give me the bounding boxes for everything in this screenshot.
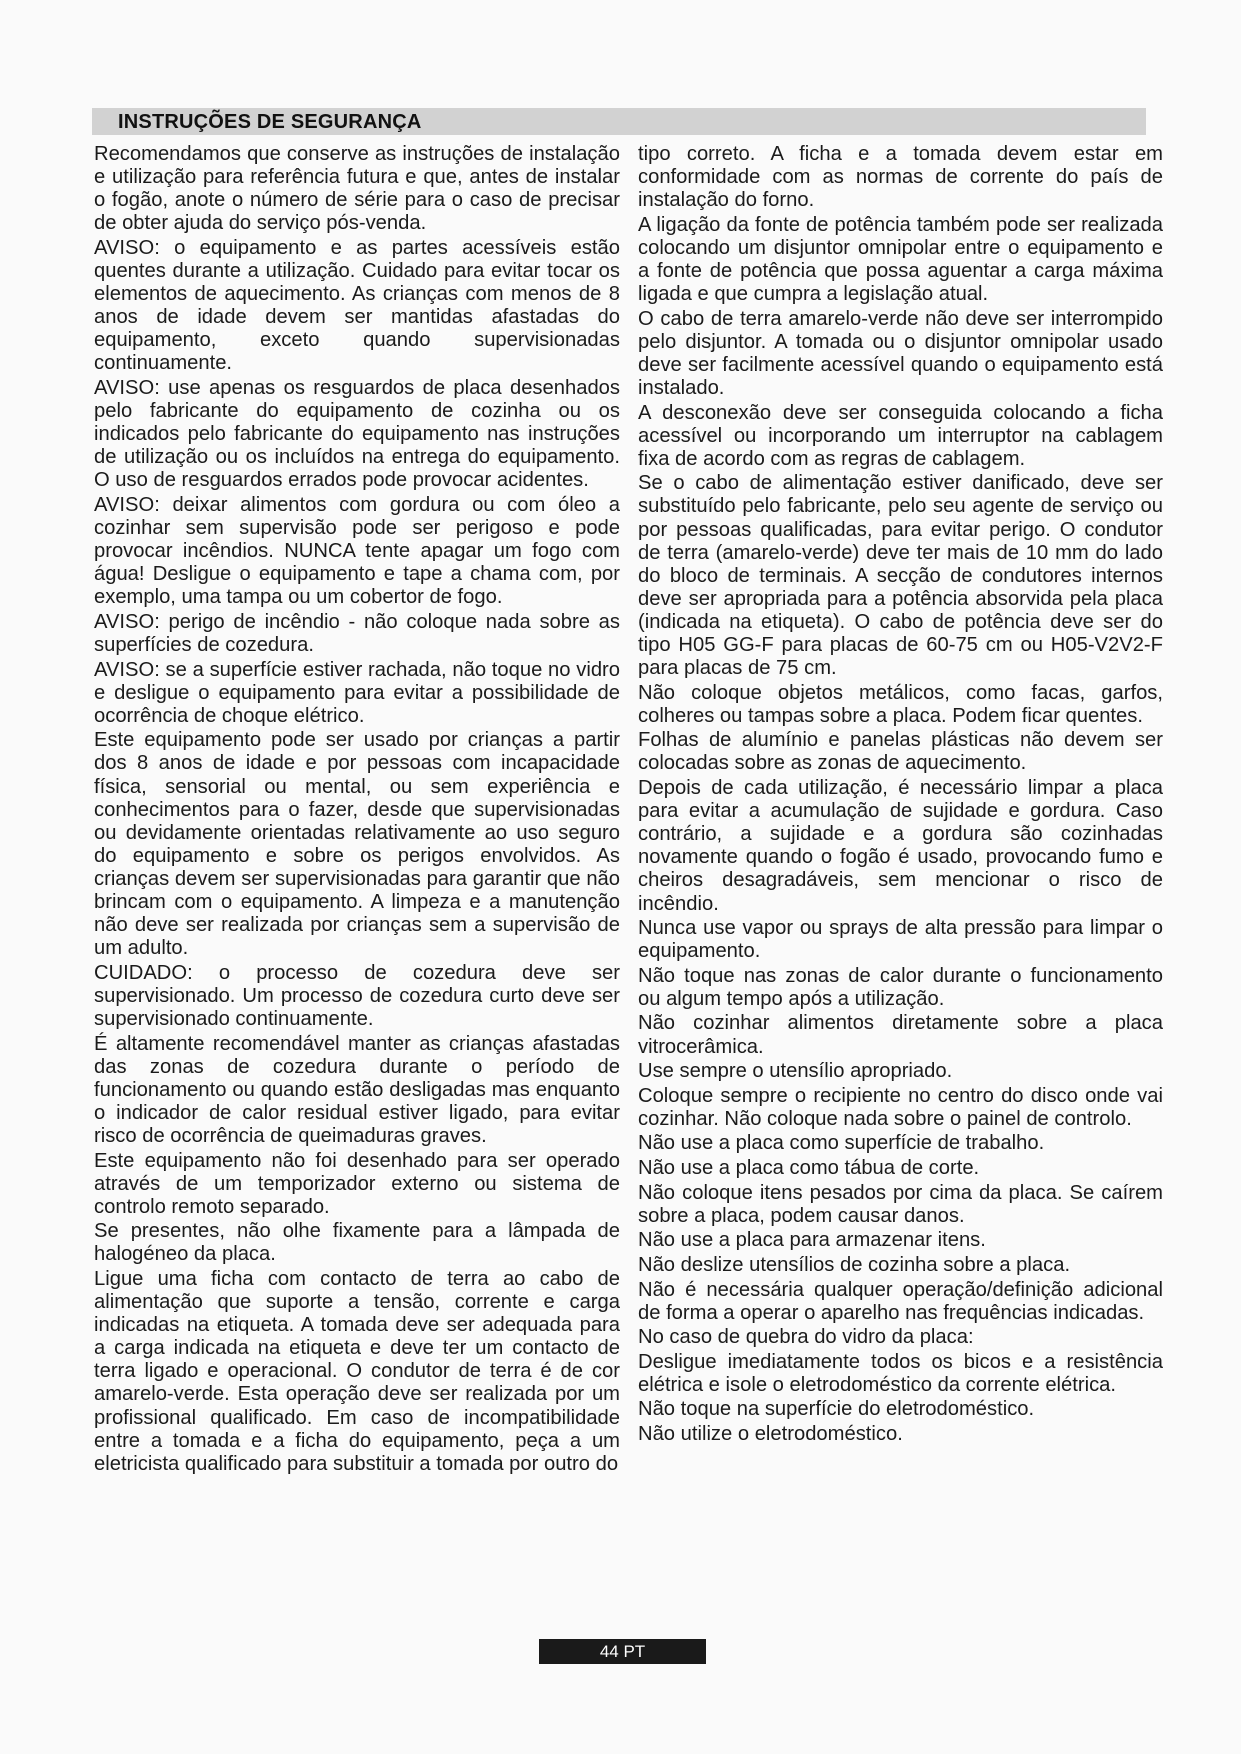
paragraph: Este equipamento pode ser usado por crianças a partir dos 8 anos de idade e por pessoas com incapacidade física, sensorial ou mental, ou sem experiência e conhecimentos para o fazer, desde que supervisionadas ou devidamente orientadas relativamente ao uso seguro do equipamento e sobre os perigos envolvidos. As crianças devem ser supervisionadas para garantir que não brincam com o equipamento. A limpeza e a manutenção não deve ser realizada por crianças sem a supervisão de um adulto. — [94, 729, 620, 960]
paragraph: Não toque na superfície do eletrodoméstico. — [638, 1398, 1035, 1421]
page-number-bar — [539, 1639, 706, 1664]
paragraph: Coloque sempre o recipiente no centro do disco onde vai cozinhar. Não coloque nada sobre o painel de controlo. — [638, 1084, 1163, 1130]
page-number: 44 PT — [599, 1642, 646, 1661]
section-header-bar — [92, 108, 1146, 135]
paragraph: Recomendamos que conserve as instruções de instalação e utilização para referência futura e que, antes de instalar o fogão, anote o número de série para o caso de precisar de obter ajuda do serviço pós-venda. — [94, 143, 620, 235]
paragraph: Se presentes, não olhe fixamente para a lâmpada de halogéneo da placa. — [94, 1220, 620, 1266]
paragraph: Este equipamento não foi desenhado para ser operado através de um temporizador externo ou sistema de controlo remoto separado. — [94, 1149, 620, 1218]
paragraph: AVISO: deixar alimentos com gordura ou com óleo a cozinhar sem supervisão pode ser perigoso e pode provocar incêndios. NUNCA tente apagar um fogo com água! Desligue o equipamento e tape a chama com, por exemplo, uma tampa ou um cobertor de fogo. — [94, 493, 620, 609]
paragraph: Não deslize utensílios de cozinha sobre a placa. — [638, 1253, 1071, 1276]
paragraph: AVISO: se a superfície estiver rachada, não toque no vidro e desligue o equipamento para evitar a possibilidade de ocorrência de choque elétrico. — [94, 658, 620, 727]
paragraph: Não utilize o eletrodoméstico. — [638, 1423, 903, 1446]
paragraph: É altamente recomendável manter as crianças afastadas das zonas de cozedura durante o período de funcionamento ou quando estão desligadas mas enquanto o indicador de calor residual estiver ligado, para evitar risco de ocorrência de queimaduras graves. — [94, 1032, 620, 1147]
paragraph: CUIDADO: o processo de cozedura deve ser supervisionado. Um processo de cozedura curto deve ser supervisionado continuamente. — [94, 961, 620, 1030]
paragraph: Desligue imediatamente todos os bicos e a resistência elétrica e isole o eletrodoméstico da corrente elétrica. — [638, 1350, 1163, 1396]
paragraph: AVISO: use apenas os resguardos de placa desenhados pelo fabricante do equipamento de cozinha ou os indicados pelo fabricante do equipamento nas instruções de utilização ou os incluídos na entrega do equipamento. O uso de resguardos errados pode provocar acidentes. — [94, 376, 620, 492]
paragraph: Não use a placa como tábua de corte. — [638, 1157, 980, 1180]
paragraph: Nunca use vapor ou sprays de alta pressão para limpar o equipamento. — [638, 917, 1163, 963]
paragraph: Não use a placa para armazenar itens. — [638, 1229, 986, 1252]
paragraph: Depois de cada utilização, é necessário limpar a placa para evitar a acumulação de sujidade e gordura. Caso contrário, a sujidade e a gordura são cozinhadas novamente quando o fogão é usado, provocando fumo e cheiros desagradáveis, sem mencionar o risco de incêndio. — [638, 777, 1163, 915]
paragraph: A desconexão deve ser conseguida colocando a ficha acessível ou incorporando um interruptor na cablagem fixa de acordo com as regras de cablagem. — [638, 401, 1163, 470]
paragraph: Não é necessária qualquer operação/definição adicional de forma a operar o aparelho nas frequências indicadas. — [638, 1278, 1163, 1324]
paragraph: Não cozinhar alimentos diretamente sobre a placa vitrocerâmica. — [638, 1012, 1163, 1058]
paragraph: AVISO: o equipamento e as partes acessíveis estão quentes durante a utilização. Cuidado para evitar tocar os elementos de aquecimento. As crianças com menos de 8 anos de idade devem ser mantidas afastadas do equipamento, exceto quando supervisionadas continuamente. — [94, 236, 620, 375]
paragraph: Use sempre o utensílio apropriado. — [638, 1060, 953, 1083]
section-title: INSTRUÇÕES DE SEGURANÇA — [118, 111, 422, 133]
left-column — [94, 143, 620, 1476]
paragraph: Folhas de alumínio e panelas plásticas não devem ser colocadas sobre as zonas de aquecimento. — [638, 729, 1163, 775]
paragraph: O cabo de terra amarelo-verde não deve ser interrompido pelo disjuntor. A tomada ou o disjuntor omnipolar usado deve ser facilmente acessível quando o equipamento está instalado. — [638, 307, 1163, 399]
paragraph: Não toque nas zonas de calor durante o funcionamento ou algum tempo após a utilização. — [638, 964, 1163, 1010]
paragraph: Não coloque objetos metálicos, como facas, garfos, colheres ou tampas sobre a placa. Podem ficar quentes. — [638, 681, 1163, 727]
paragraph: Ligue uma ficha com contacto de terra ao cabo de alimentação que suporte a tensão, corrente e carga indicadas na etiqueta. A tomada deve ser adequada para a carga indicada na etiqueta e deve ter um contacto de terra ligado e operacional. O condutor de terra é de cor amarelo-verde. Esta operação deve ser realizada por um profissional qualificado. Em caso de incompatibilidade entre a tomada e a ficha do equipamento, peça a um eletricista qualificado para substituir a tomada por outro do — [94, 1268, 620, 1475]
paragraph: Não use a placa como superfície de trabalho. — [638, 1132, 1045, 1155]
paragraph: No caso de quebra do vidro da placa: — [638, 1326, 974, 1349]
right-column — [638, 143, 1163, 1446]
paragraph: tipo correto. A ficha e a tomada devem estar em conformidade com as normas de corrente do país de instalação do forno. — [638, 143, 1163, 212]
paragraph: Não coloque itens pesados por cima da placa. Se caírem sobre a placa, podem causar danos. — [638, 1181, 1163, 1227]
paragraph: A ligação da fonte de potência também pode ser realizada colocando um disjuntor omnipolar entre o equipamento e a fonte de potência que possa aguentar a carga máxima ligada e que cumpra a legislação atual. — [638, 213, 1163, 306]
paragraph: Se o cabo de alimentação estiver danificado, deve ser substituído pelo fabricante, pelo seu agente de serviço ou por pessoas qualificadas, para evitar perigo. O condutor de terra (amarelo-verde) deve ter mais de 10 mm do lado do bloco de terminais. A secção de condutores internos deve ser apropriada para a potência absorvida pela placa (indicada na etiqueta). O cabo de potência deve ser do tipo H05 GG-F para placas de 60-75 cm ou H05-V2V2-F para placas de 75 cm. — [638, 472, 1163, 680]
paragraph: AVISO: perigo de incêndio - não coloque nada sobre as superfícies de cozedura. — [94, 610, 620, 656]
